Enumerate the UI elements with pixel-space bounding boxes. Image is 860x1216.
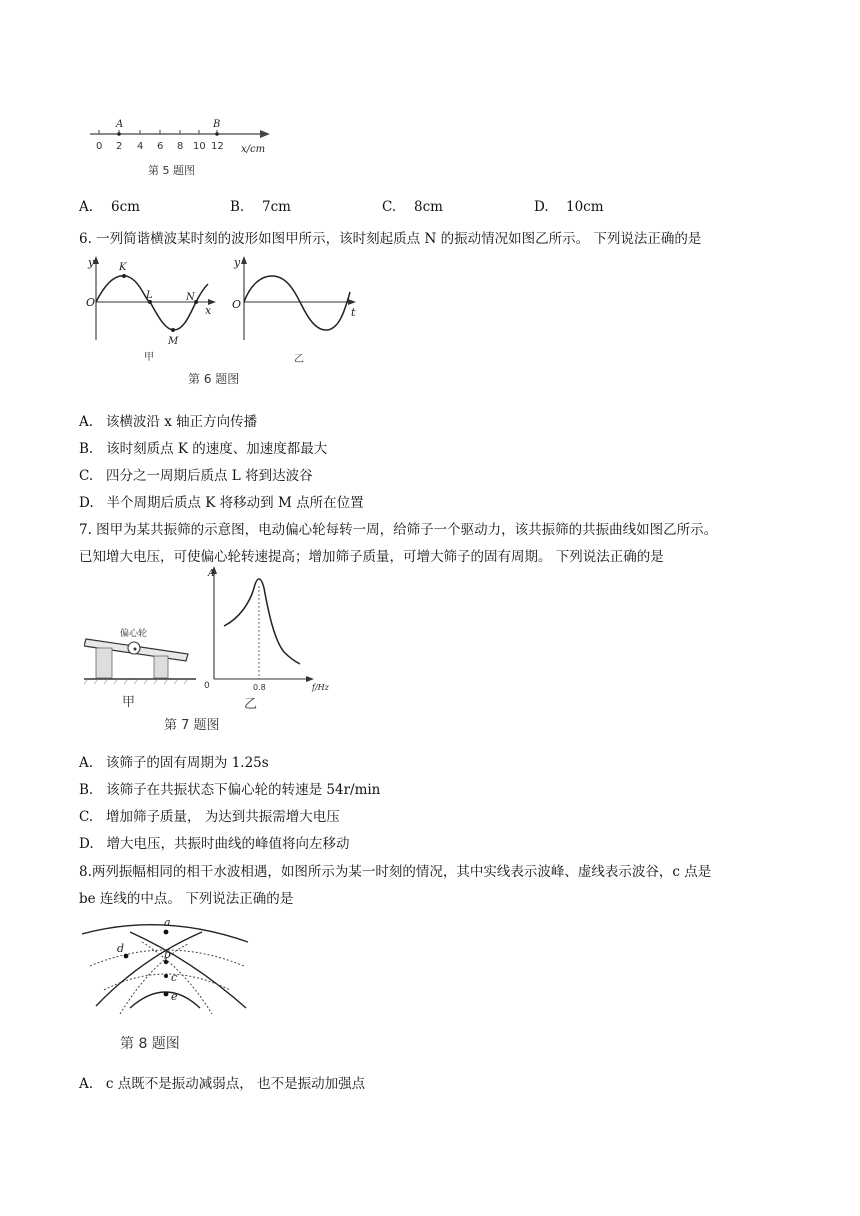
option-text: 半个周期后质点 K 将移动到 M 点所在位置 xyxy=(106,495,364,511)
option-text: 该筛子的固有周期为 1.25s xyxy=(105,755,269,771)
origin-label: O xyxy=(232,298,242,311)
q6-option-a xyxy=(79,410,257,430)
option-text: 该时刻质点 K 的速度、加速度都最大 xyxy=(106,441,328,457)
option-key: D. xyxy=(534,199,549,215)
point-c-label: c xyxy=(171,971,178,984)
option-text: 10cm xyxy=(566,199,604,215)
figure-name: 甲 xyxy=(122,695,136,710)
q7-option-c xyxy=(79,805,340,825)
tick-label: 6 xyxy=(157,141,164,152)
figure-caption: 第 6 题图 xyxy=(188,372,240,386)
option-text: 四分之一周期后质点 L 将到达波谷 xyxy=(106,468,313,484)
q6-stem: 6. 一列简谐横波某时刻的波形如图甲所示，该时刻起质点 N 的振动情况如图乙所示。 下列说法正确的是 xyxy=(79,231,702,247)
option-key: A. xyxy=(79,199,94,215)
figure-caption: 第 7 题图 xyxy=(164,718,220,733)
arrow-icon xyxy=(260,130,270,138)
option-text: 该筛子在共振状态下偏心轮的转速是 54r/min xyxy=(106,782,381,798)
tick-label: 2 xyxy=(116,141,123,152)
arrow-icon xyxy=(348,299,356,305)
spring-right xyxy=(154,656,168,678)
option-key: D. xyxy=(79,836,94,852)
q7-figure xyxy=(84,566,344,734)
tick-label: 4 xyxy=(137,141,144,152)
tick-label: 12 xyxy=(211,141,224,152)
figure-name: 甲 xyxy=(144,352,154,363)
option-key: A. xyxy=(79,755,94,771)
y-axis-label: y xyxy=(88,256,95,269)
arrow-icon xyxy=(306,676,314,682)
q8-stem-line2: be 连线的中点。 下列说法正确的是 xyxy=(79,891,294,907)
point-b-dot xyxy=(215,132,219,136)
option-key: B. xyxy=(79,441,94,457)
option-key: A. xyxy=(79,414,94,430)
y-axis-label: A xyxy=(208,569,215,579)
option-key: C. xyxy=(79,468,94,484)
option-key: B. xyxy=(230,199,245,215)
q8-figure xyxy=(82,914,262,1062)
option-key: B. xyxy=(79,782,94,798)
point-m-label: M xyxy=(168,336,179,347)
figure-name: 乙 xyxy=(244,697,258,712)
peak-tick-label: 0.8 xyxy=(253,683,266,692)
tick-label: 0 xyxy=(96,141,103,152)
tick-label: 8 xyxy=(177,141,184,152)
q6-option-b xyxy=(79,437,327,457)
point-n-label: N xyxy=(186,292,195,303)
point-d-label: d xyxy=(117,942,125,955)
q7-option-a xyxy=(79,751,269,771)
figure-caption: 第 8 题图 xyxy=(120,1036,180,1052)
q7-option-b xyxy=(79,778,380,798)
x-axis-label: f/Hz xyxy=(312,683,329,692)
q8-stem-line1: 8.两列振幅相同的相干水波相遇，如图所示为某一时刻的情况，其中实线表示波峰、虚线表示波谷，c 点是 xyxy=(79,864,712,880)
point-a-dot xyxy=(117,132,121,136)
figure-name: 乙 xyxy=(294,354,304,365)
t-axis-label: t xyxy=(351,306,356,319)
option-text: 6cm xyxy=(111,199,140,215)
option-text: 该横波沿 x 轴正方向传播 xyxy=(105,414,258,430)
spring-left xyxy=(96,648,112,678)
option-text: 增大电压，共振时曲线的峰值将向左移动 xyxy=(106,836,350,852)
q7-stem-line2: 已知增大电压，可使偏心轮转速提高；增加筛子质量，可增大筛子的固有周期。 下列说法正确的是 xyxy=(79,549,664,565)
q6-option-c xyxy=(79,464,313,484)
x-axis-label: x xyxy=(205,304,212,317)
option-text: 8cm xyxy=(414,199,443,215)
wheel-label: 偏心轮 xyxy=(120,629,148,639)
option-text: 7cm xyxy=(262,199,291,215)
q8-option-a xyxy=(79,1072,365,1092)
y-axis-label: y xyxy=(234,256,241,269)
q5-options xyxy=(0,199,860,217)
option-text: c 点既不是振动减弱点， 也不是振动加强点 xyxy=(105,1076,366,1092)
point-k-label: K xyxy=(119,262,127,273)
tick-label: 10 xyxy=(193,141,206,152)
q7-stem-line1: 7. 图甲为某共振筛的示意图，电动偏心轮每转一周，给筛子一个驱动力，该共振筛的共振曲线如图乙所示。 xyxy=(79,522,718,538)
point-a-label: A xyxy=(116,119,124,130)
resonance-curve xyxy=(224,579,300,664)
figure-caption: 第 5 题图 xyxy=(148,164,195,177)
origin-label: O xyxy=(86,296,96,309)
option-key: C. xyxy=(382,199,397,215)
option-key: A. xyxy=(79,1076,94,1092)
point-l-label: L xyxy=(146,290,153,301)
point-e-label: e xyxy=(171,990,178,1003)
point-a-label: a xyxy=(164,916,171,929)
vibration-curve xyxy=(244,276,350,330)
option-text: 增加筛子质量， 为达到共振需增大电压 xyxy=(106,809,340,825)
q7-option-d xyxy=(79,832,350,852)
axis-label: x/cm xyxy=(241,144,266,155)
q6-option-d xyxy=(79,491,364,511)
q6-figure xyxy=(84,252,364,394)
option-key: C. xyxy=(79,809,94,825)
point-b-label: b xyxy=(164,948,172,961)
arrow-icon xyxy=(241,256,247,264)
origin-label: 0 xyxy=(204,681,210,691)
option-key: D. xyxy=(79,495,94,511)
q5-figure xyxy=(88,112,278,184)
point-b-label: B xyxy=(213,119,221,130)
